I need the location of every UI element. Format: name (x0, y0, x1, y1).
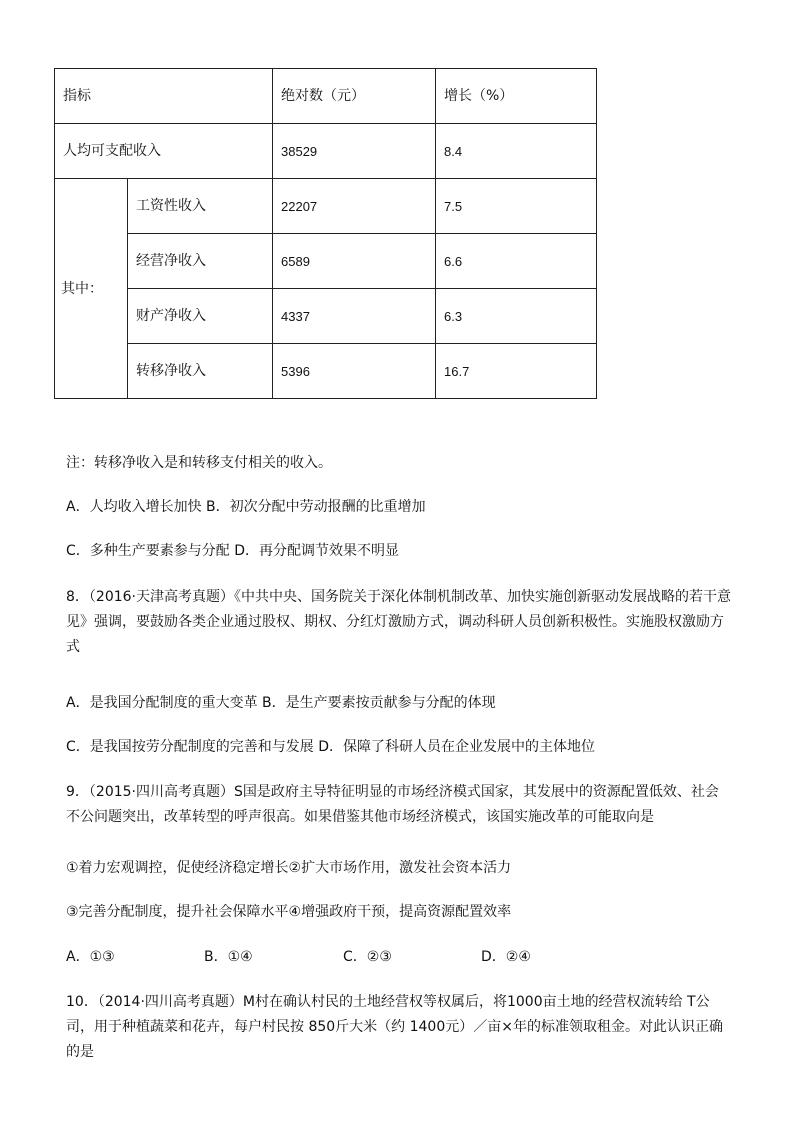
row-label: 转移净收入 (128, 344, 273, 399)
row-value: 4337 (273, 289, 436, 344)
q8-stem: 8．（2016·天津高考真题）《中共中央、国务院关于深化体制机制改革、加快实施创新驱动发展战略的若干意见》强调，要鼓励各类企业通过股权、期权、分红灯激励方式，调动科研人员创新积极性。实施股权激励方式 (66, 589, 731, 655)
group-label: 其中： (55, 179, 128, 399)
row-value: 22207 (273, 179, 436, 234)
q9-option-a: A．①③ (66, 949, 115, 965)
table-note: 注：转移净收入是和转移支付相关的收入。 (66, 455, 332, 471)
row-label: 财产净收入 (128, 289, 273, 344)
header-growth: 增长（%） (436, 69, 597, 124)
q8-options-ab: A．是我国分配制度的重大变革 B．是生产要素按贡献参与分配的体现 (66, 695, 496, 711)
table-header-row (55, 69, 597, 124)
q9-items-34: ③完善分配制度，提升社会保障水平④增强政府干预，提高资源配置效率 (66, 904, 512, 920)
q8-options-cd: C．是我国按劳分配制度的完善和与发展 D．保障了科研人员在企业发展中的主体地位 (66, 739, 596, 755)
q10-stem: 10．（2014·四川高考真题）M村在确认村民的土地经营权等权属后，将1000亩土地的经营权流转给 T公司，用于种植蔬菜和花卉，每户村民按 850斤大米（约 1400元）／亩×年的标准领取租金。对此认识正确的是 (66, 994, 723, 1060)
row-growth: 8.4 (436, 124, 597, 179)
table-row (55, 124, 597, 179)
row-label: 工资性收入 (128, 179, 273, 234)
row-growth: 6.6 (436, 234, 597, 289)
row-label: 经营净收入 (128, 234, 273, 289)
q9-stem: 9．（2015·四川高考真题）S国是政府主导特征明显的市场经济模式国家，其发展中的资源配置低效、社会不公问题突出，改革转型的呼声很高。如果借鉴其他市场经济模式，该国实施改革的可能取向是 (66, 784, 719, 825)
table-row (55, 179, 597, 234)
row-value: 5396 (273, 344, 436, 399)
row-label: 人均可支配收入 (55, 124, 273, 179)
q9-option-c: C．②③ (343, 949, 392, 965)
table-row (55, 289, 597, 344)
header-absolute: 绝对数（元） (273, 69, 436, 124)
table-row (55, 234, 597, 289)
row-growth: 6.3 (436, 289, 597, 344)
row-growth: 16.7 (436, 344, 597, 399)
q7-options-cd: C．多种生产要素参与分配 D．再分配调节效果不明显 (66, 543, 400, 559)
q9-option-d: D．②④ (481, 949, 531, 965)
row-value: 6589 (273, 234, 436, 289)
row-value: 38529 (273, 124, 436, 179)
q9-items-12: ①着力宏观调控，促使经济稳定增长②扩大市场作用，激发社会资本活力 (66, 860, 512, 876)
header-indicator: 指标 (55, 69, 273, 124)
q7-options-ab: A．人均收入增长加快 B．初次分配中劳动报酬的比重增加 (66, 499, 426, 515)
row-growth: 7.5 (436, 179, 597, 234)
table-row (55, 344, 597, 399)
q9-option-b: B．①④ (204, 949, 253, 965)
income-table (54, 68, 597, 399)
